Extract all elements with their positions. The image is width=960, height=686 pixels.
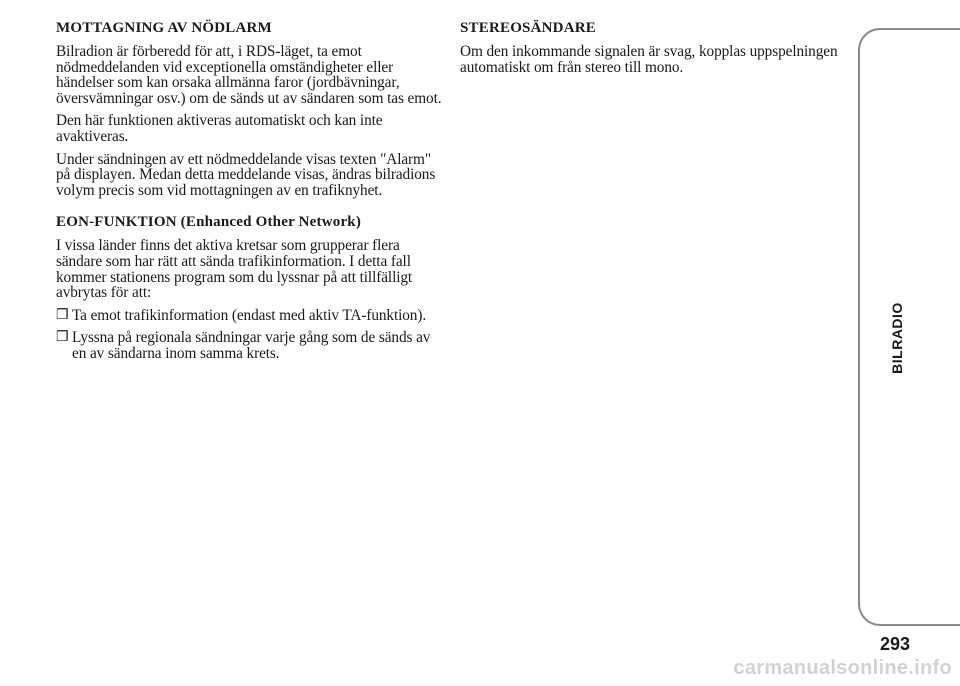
- paragraph-stereo: Om den inkommande signalen är svag, kopplas uppspelningen automatiskt om från stereo till mono.: [460, 43, 838, 76]
- chapter-side-tab: [858, 28, 960, 626]
- left-column: [56, 20, 442, 369]
- paragraph-eon-intro: I vissa länder finns det aktiva kretsar som grupperar flera sändare som har rätt att sända trafikinformation. I detta fall kommer stationens program som du lyssnar på att tillfälligt avbrytas för att:: [56, 237, 413, 302]
- checkbox-bullet-icon: ❒: [56, 307, 69, 323]
- bullet-text: Ta emot trafikinformation (endast med aktiv TA-funktion).: [72, 306, 427, 324]
- chapter-label: BILRADIO: [889, 302, 905, 374]
- bullet-item: [56, 308, 442, 324]
- watermark: carmanualsonline.info: [733, 657, 952, 679]
- right-column: [460, 20, 844, 82]
- paragraph-emergency-auto: Den här funktionen aktiveras automatiskt och kan inte avaktiveras.: [56, 112, 383, 145]
- checkbox-bullet-icon: ❒: [56, 330, 69, 346]
- paragraph-emergency-alarm: Under sändningen av ett nödmeddelande visas texten "Alarm" på displayen. Medan detta meddelande visas, ändras bilradions volym precis som vid mottagningen av en trafiknyhet.: [56, 150, 436, 199]
- bullet-text: Lyssna på regionala sändningar varje gång som de sänds av en av sändarna inom samma krets.: [72, 329, 431, 362]
- section-heading-stereo: STEREOSÄNDARE: [460, 20, 596, 36]
- paragraph-emergency-intro: Bilradion är förberedd för att, i RDS-läget, ta emot nödmeddelanden vid exceptionella omständigheter eller händelser som kan orsaka allmänna faror (jordbävningar, översvämningar osv.) om de sänds ut av sändaren som tas emot.: [56, 43, 442, 107]
- section-heading-emergency: MOTTAGNING AV NÖDLARM: [56, 20, 272, 36]
- bullet-item: [56, 330, 442, 361]
- section-heading-eon: EON-FUNKTION (Enhanced Other Network): [56, 214, 362, 231]
- page-number: 293: [880, 634, 911, 654]
